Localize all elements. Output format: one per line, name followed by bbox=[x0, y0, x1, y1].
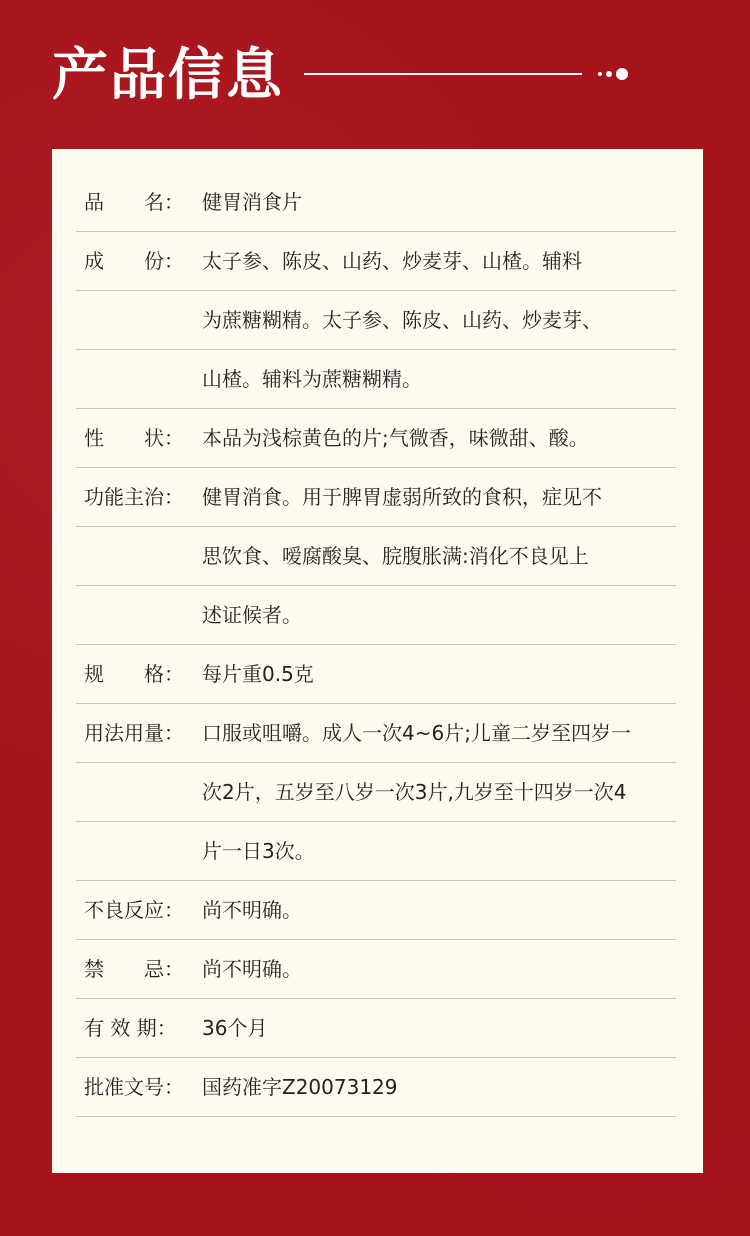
field-label: 不良反应： bbox=[84, 898, 184, 922]
product-info-table bbox=[76, 173, 676, 1117]
field-value: 为蔗糖糊精。太子参、陈皮、山药、炒麦芽、 bbox=[202, 308, 602, 332]
field-value: 太子参、陈皮、山药、炒麦芽、山楂。辅料 bbox=[202, 249, 582, 273]
field-label: 用法用量： bbox=[84, 721, 184, 745]
field-value: 思饮食、嗳腐酸臭、脘腹胀满:消化不良见上 bbox=[202, 544, 589, 568]
table-row bbox=[76, 763, 676, 822]
table-row bbox=[76, 350, 676, 409]
field-label: 成 份： bbox=[84, 249, 184, 273]
decorative-dots-icon bbox=[598, 66, 638, 82]
header bbox=[52, 40, 692, 110]
table-row bbox=[76, 999, 676, 1058]
page-title: 产品信息 bbox=[52, 42, 284, 108]
field-value: 国药准字Z20073129 bbox=[202, 1075, 398, 1099]
field-label: 有 效 期： bbox=[84, 1016, 177, 1040]
field-value: 健胃消食。用于脾胃虚弱所致的食积，症见不 bbox=[202, 485, 602, 509]
table-row bbox=[76, 704, 676, 763]
field-value: 片一日3次。 bbox=[202, 839, 315, 863]
field-label: 品 名： bbox=[84, 190, 184, 214]
field-label: 批准文号： bbox=[84, 1075, 184, 1099]
table-row bbox=[76, 645, 676, 704]
table-row bbox=[76, 232, 676, 291]
field-value: 口服或咀嚼。成人一次4~6片;儿童二岁至四岁一 bbox=[202, 721, 631, 745]
table-row bbox=[76, 1058, 676, 1117]
table-row bbox=[76, 173, 676, 232]
field-label: 规 格： bbox=[84, 662, 184, 686]
table-row bbox=[76, 468, 676, 527]
field-label: 性 状： bbox=[84, 426, 184, 450]
table-row bbox=[76, 881, 676, 940]
field-value: 山楂。辅料为蔗糖糊精。 bbox=[202, 367, 422, 391]
field-label: 功能主治： bbox=[84, 485, 184, 509]
field-value: 次2片，五岁至八岁一次3片,九岁至十四岁一次4 bbox=[202, 780, 627, 804]
table-row bbox=[76, 940, 676, 999]
table-row bbox=[76, 822, 676, 881]
table-row bbox=[76, 527, 676, 586]
product-info-card bbox=[52, 149, 703, 1173]
field-value: 尚不明确。 bbox=[202, 898, 302, 922]
table-row bbox=[76, 291, 676, 350]
field-value: 36个月 bbox=[202, 1016, 268, 1040]
field-value: 健胃消食片 bbox=[202, 190, 302, 214]
table-row bbox=[76, 409, 676, 468]
field-value: 每片重0.5克 bbox=[202, 662, 314, 686]
field-value: 述证候者。 bbox=[202, 603, 302, 627]
field-label: 禁 忌： bbox=[84, 957, 184, 981]
decorative-line bbox=[304, 73, 582, 75]
table-row bbox=[76, 586, 676, 645]
field-value: 尚不明确。 bbox=[202, 957, 302, 981]
field-value: 本品为浅棕黄色的片;气微香，味微甜、酸。 bbox=[202, 426, 589, 450]
